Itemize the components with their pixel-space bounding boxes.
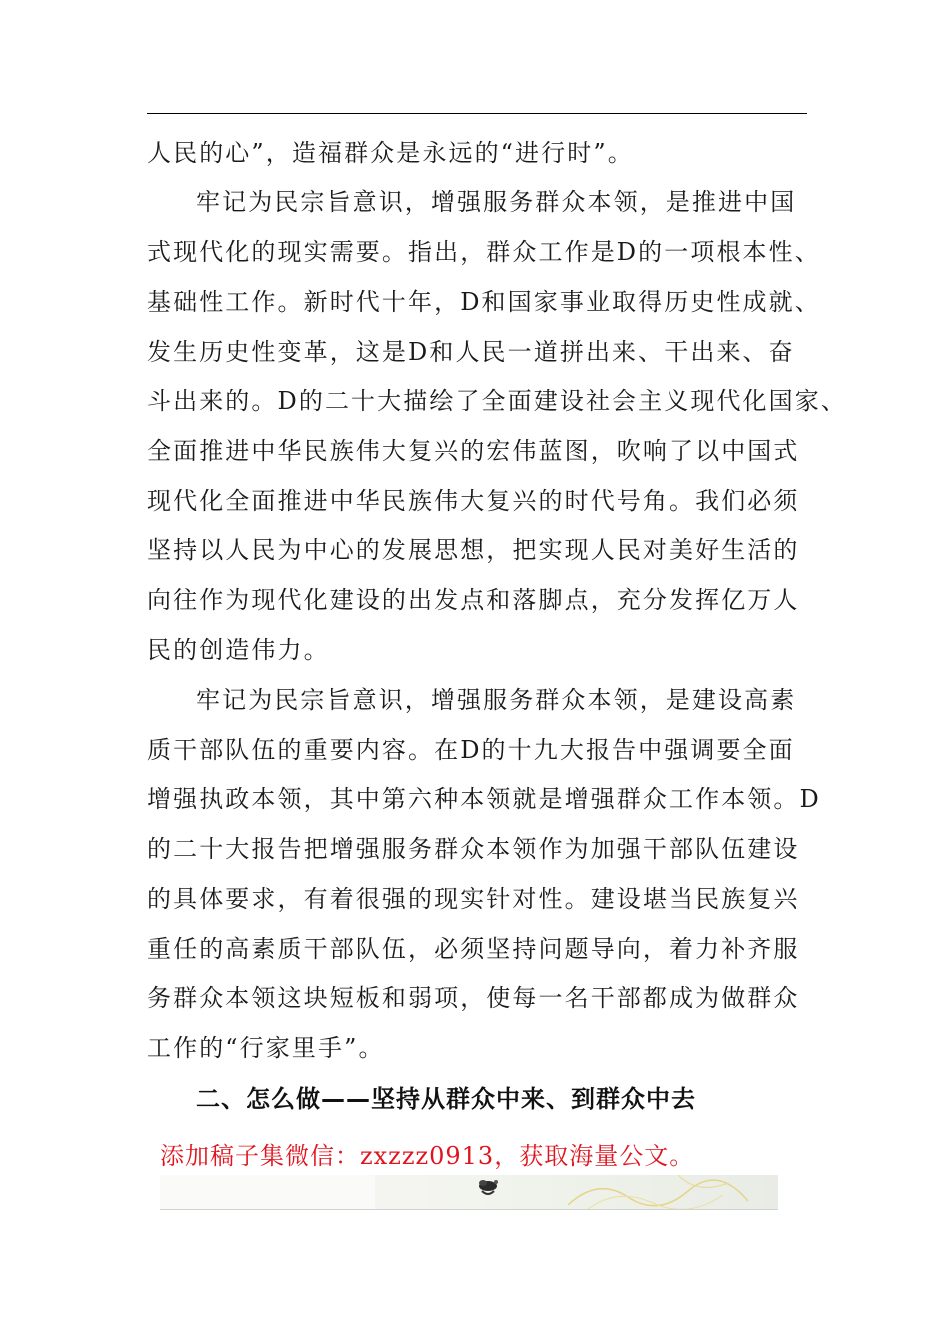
banner-faint-area <box>160 1175 375 1209</box>
text-line: 质干部队伍的重要内容。在D的十九大报告中强调要全面 <box>147 736 795 764</box>
text-line: 务群众本领这块短板和弱项，使每一名干部都成为做群众 <box>147 984 800 1012</box>
promo-text: 添加稿子集微信：zxzzz0913，获取海量公文。 <box>160 1142 695 1170</box>
text-line: 全面推进中华民族伟大复兴的宏伟蓝图，吹响了以中国式 <box>147 437 800 465</box>
text-line: 发生历史性变革，这是D和人民一道拼出来、干出来、奋 <box>147 338 795 366</box>
text-line: 增强执政本领，其中第六种本领就是增强群众工作本领。D <box>147 785 821 813</box>
text-line: 向往作为现代化建设的出发点和落脚点，充分发挥亿万人 <box>147 586 800 614</box>
text-line: 工作的“行家里手”。 <box>147 1034 385 1062</box>
text-line: 人民的心”，造福群众是永远的“进行时”。 <box>147 139 634 167</box>
text-line: 现代化全面推进中华民族伟大复兴的时代号角。我们必须 <box>147 487 800 515</box>
text-line: 的二十大报告把增强服务群众本领作为加强干部队伍建设 <box>147 835 800 863</box>
section-heading: 二、怎么做——坚持从群众中来、到群众中去 <box>196 1085 696 1113</box>
text-line: 重任的高素质干部队伍，必须坚持问题导向，着力补齐服 <box>147 935 800 963</box>
ink-mark-icon <box>474 1177 502 1197</box>
text-line: 斗出来的。D的二十大描绘了全面建设社会主义现代化国家、 <box>147 387 847 415</box>
text-line: 的具体要求，有着很强的现实针对性。建设堪当民族复兴 <box>147 885 800 913</box>
paragraph-first-line: 牢记为民宗旨意识，增强服务群众本领，是推进中国 <box>196 188 797 216</box>
paragraph-first-line: 牢记为民宗旨意识，增强服务群众本领，是建设高素 <box>196 686 797 714</box>
text-line: 民的创造伟力。 <box>147 636 330 664</box>
decorative-swirl-icon <box>558 1175 758 1209</box>
text-line: 坚持以人民为中心的发展思想，把实现人民对美好生活的 <box>147 536 800 564</box>
banner-image <box>160 1175 778 1210</box>
header-rule <box>147 113 807 114</box>
text-line: 式现代化的现实需要。指出，群众工作是D的一项根本性、 <box>147 238 821 266</box>
text-line: 基础性工作。新时代十年，D和国家事业取得历史性成就、 <box>147 288 821 316</box>
